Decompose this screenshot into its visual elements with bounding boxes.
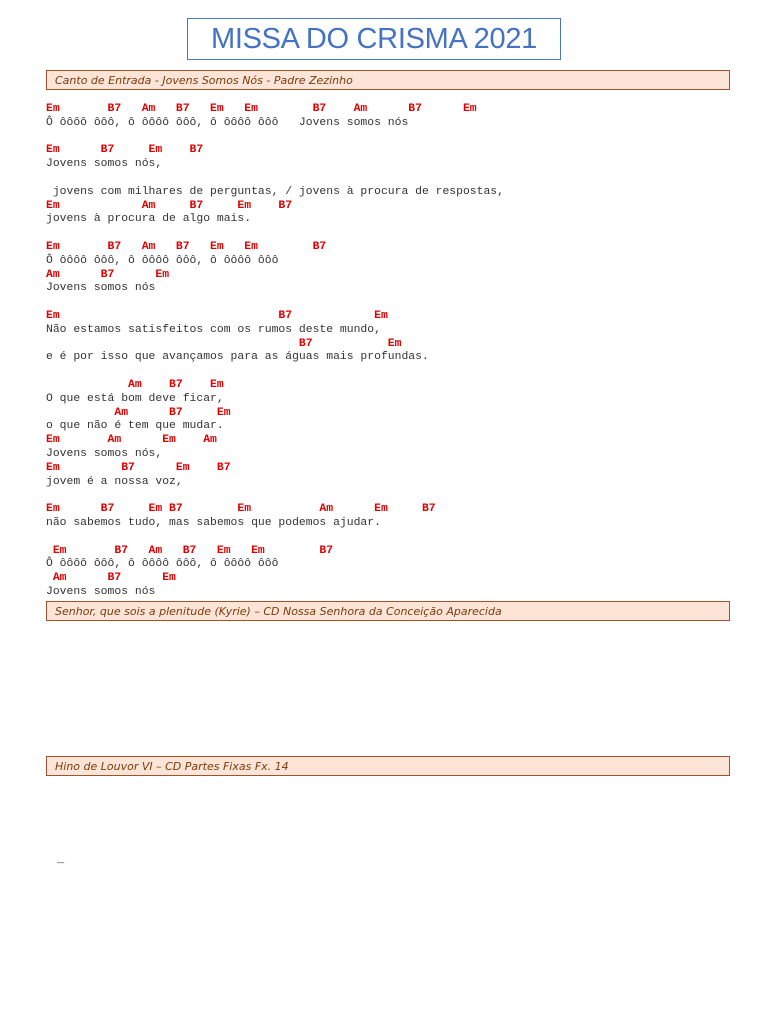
chord-line: Em B7 Am B7 Em Em B7 (46, 544, 334, 557)
chord-line: Em B7 Am B7 Em Em B7 (46, 240, 327, 253)
section-title: Senhor, que sois a plenitude (Kyrie) – CD Nossa Senhora da Conceição Aparecida (55, 604, 502, 618)
lyric-line: jovens à procura de algo mais. (46, 213, 252, 226)
lyric-line: Jovens somos nós, (46, 447, 163, 460)
chord-line: Em B7 Em (46, 309, 388, 322)
section-header-kyrie (46, 601, 730, 621)
lyric-line: Jovens somos nós, (46, 158, 163, 171)
section-header-entrada (46, 70, 730, 90)
lyric-line: não sabemos tudo, mas sabemos que podemos ajudar. (46, 516, 381, 529)
song-lyrics-chords (46, 103, 746, 600)
lyric-line: Ô ôôôô ôôô, ô ôôôô ôôô, ô ôôôô ôôô (46, 254, 279, 267)
blank-line (46, 131, 746, 145)
blank-line (46, 227, 746, 241)
blank-line (46, 296, 746, 310)
chord-line: Am B7 Em (46, 572, 176, 585)
chord-line: Am B7 Em (46, 406, 231, 419)
lyric-line: Ô ôôôô ôôô, ô ôôôô ôôô, ô ôôôô ôôô Jovens somos nós (46, 116, 409, 129)
section-header-gloria (46, 756, 730, 776)
lyric-line: o que não é tem que mudar. (46, 420, 224, 433)
blank-line (46, 531, 746, 545)
title-box (187, 18, 561, 60)
lyric-line: jovem é a nossa voz, (46, 475, 183, 488)
lyric-line: Jovens somos nós (46, 282, 156, 295)
chord-line: Em Am Em Am (46, 434, 217, 447)
chord-line: Em B7 Am B7 Em Em B7 Am B7 Em (46, 103, 477, 115)
chord-line: Em Am B7 Em B7 (46, 199, 293, 212)
lyric-line: jovens com milhares de perguntas, / jovens à procura de respostas, (46, 185, 504, 198)
stray-mark: _ (57, 852, 65, 866)
page-title: MISSA DO CRISMA 2021 (210, 22, 537, 55)
section-title: Canto de Entrada - Jovens Somos Nós - Padre Zezinho (55, 73, 353, 87)
lyric-line: e é por isso que avançamos para as águas mais profundas. (46, 351, 429, 364)
chord-line: Am B7 Em (46, 378, 224, 391)
chord-line: Em B7 Em B7 (46, 144, 204, 157)
chord-line: Em B7 Em B7 (46, 461, 231, 474)
blank-line (46, 365, 746, 379)
section-title: Hino de Louvor VI – CD Partes Fixas Fx. 14 (55, 759, 289, 773)
lyric-line: Jovens somos nós (46, 585, 156, 598)
blank-line (46, 172, 746, 186)
chord-line: Am B7 Em (46, 268, 170, 281)
chord-line: Em B7 Em B7 Em Am Em B7 (46, 503, 436, 516)
chord-line: B7 Em (46, 337, 402, 350)
lyric-line: Não estamos satisfeitos com os rumos deste mundo, (46, 323, 381, 336)
blank-line (46, 489, 746, 503)
lyric-line: O que está bom deve ficar, (46, 392, 224, 405)
lyric-line: Ô ôôôô ôôô, ô ôôôô ôôô, ô ôôôô ôôô (46, 558, 279, 571)
